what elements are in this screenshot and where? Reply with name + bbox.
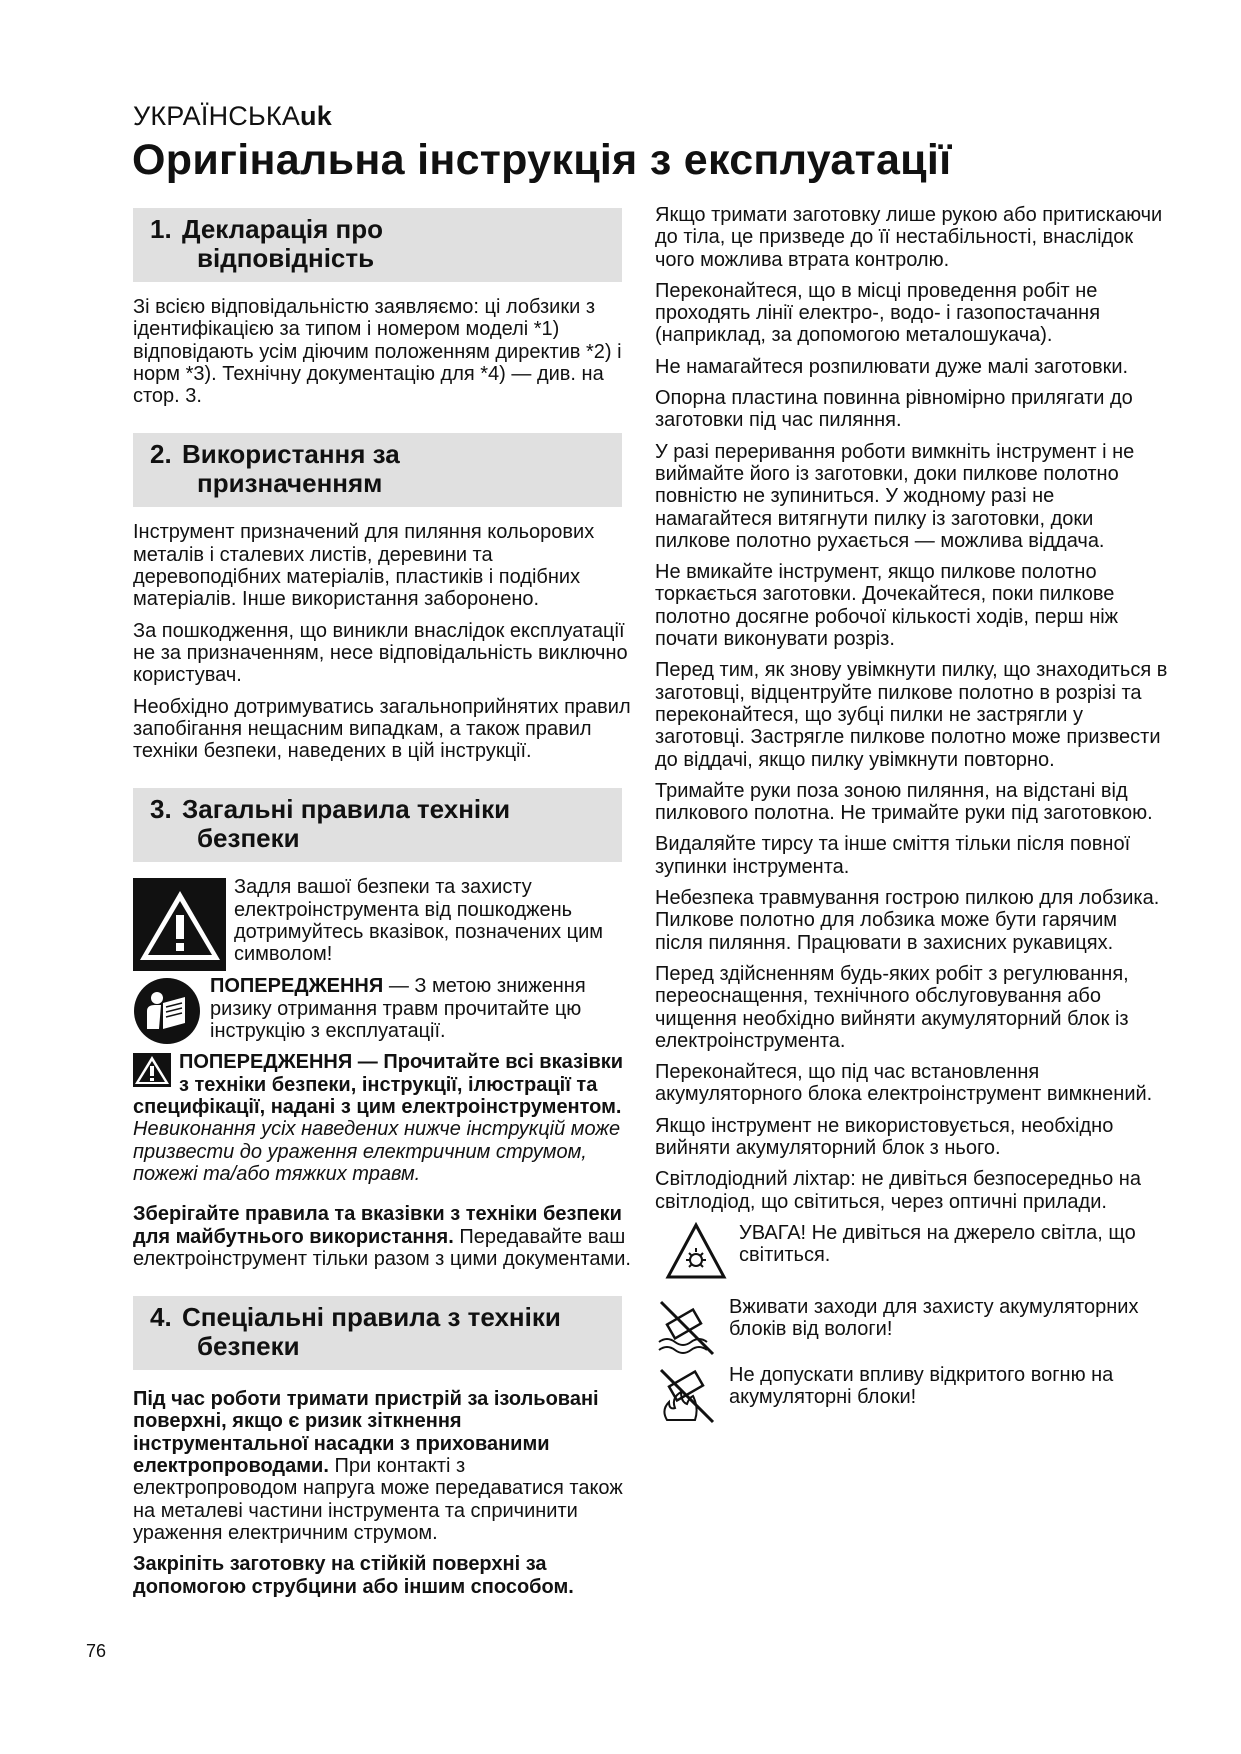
check-utility-lines-text: Переконайтеся, що в місці проведення робіт не проходять лінії електро-, водо- і газопостачання (наприклад, за допомогою металошукача).: [655, 279, 1101, 347]
blade-contact-text: Не вмикайте інструмент, якщо пилкове полотно торкається заготовки. Дочекайтеся, поки пилкове полотно досягне робочої кількості ходів, перш ніж почати виконувати розріз.: [655, 561, 1119, 651]
moisture-warning-row: [655, 1296, 1170, 1358]
right-column: [655, 204, 1170, 1432]
no-moisture-icon: [655, 1296, 717, 1358]
page-title: Оригінальна інструкція з експлуатації: [132, 136, 952, 184]
remove-battery-text: Перед здійсненням будь-яких робіт з регулювання, переоснащення, технічного обслуговування або чищення необхідно вийняти акумуляторний блок із електроінструмента.: [655, 962, 1129, 1052]
hot-blade-text: Небезпека травмування гострою пилкою для лобзика. Пилкове полотно для лобзика може бути гарячим після пиляння. Працювати в захисних рукавицях.: [655, 887, 1160, 954]
insulated-surfaces-text: Під час роботи тримати пристрій за ізольовані поверхні, якщо є ризик зіткнення інструментальної насадки з прихованими електропроводами. При контакті з електропроводом напруга може передаватися також на металеві частини інструмента та спричинити ураження електричним струмом.: [133, 1388, 623, 1544]
no-fire-icon: [655, 1364, 717, 1426]
language-label: УКРАЇНСЬКАuk: [133, 101, 332, 131]
section-3-heading: 3. Загальні правила техніки безпеки: [133, 788, 622, 862]
read-manual-icon: [133, 977, 201, 1045]
declaration-text: Зі всією відповідальністю заявляємо: ці лобзики з ідентифікацією за типом і номером моделі *1) відповідають усім діючим положенням директив *2) і норм *3). Технічну документацію для *4) — див. на стор. 3.: [133, 296, 622, 408]
warning-triangle-icon: [133, 878, 226, 971]
restart-in-workpiece-text: Перед тим, як знову увімкнути пилку, що знаходиться в заготовці, відцентруйте пилкове полотно в розрізі та переконайтеся, що зубці пилки не застрягли у заготовці. Застрягле пилкове полотно може призвести до віддачі, якщо пилку увімкнути повторно.: [655, 659, 1168, 771]
page-number: 76: [86, 1641, 107, 1661]
section-4-heading: 4. Спеціальні правила з техніки безпеки: [133, 1296, 622, 1370]
clamp-workpiece-text: Закріпіть заготовку на стійкій поверхні за допомогою струбцини або іншим способом.: [133, 1553, 574, 1598]
safety-symbol-text: Задля вашої безпеки та захисту електроінструмента від пошкоджень дотримуйтесь вказівок, позначених цим символом!: [234, 876, 604, 966]
intended-use-text: Інструмент призначений для пиляння кольорових металів і сталевих листів, деревини та деревоподібних матеріалів, пластиків і подібних матеріалів. Інше використання заборонено.: [133, 521, 595, 611]
fire-warning-text: Не допускати впливу відкритого вогню на акумуляторні блоки!: [729, 1363, 1114, 1409]
liability-text: За пошкодження, що виникли внаслідок експлуатації не за призначенням, несе відповідальність виключно користувач.: [133, 619, 628, 687]
small-workpieces-text: Не намагайтеся розпилювати дуже малі заготовки.: [655, 355, 1129, 378]
not-in-use-text: Якщо інструмент не використовується, необхідно вийняти акумуляторний блок з нього.: [655, 1114, 1114, 1159]
read-manual-note: [133, 975, 633, 1045]
section-1-heading: 1. Декларація про відповідність: [133, 208, 622, 282]
warning-small-icon: [133, 1053, 171, 1087]
safety-symbol-note: [133, 876, 633, 971]
moisture-warning-text: Вживати заходи для захисту акумуляторних блоків від вологи!: [729, 1295, 1139, 1341]
switched-off-text: Переконайтеся, що під час встановлення акумуляторного блока електроінструмент вимкнений.: [655, 1061, 1153, 1106]
light-warning-text: УВАГА! Не дивіться на джерело світла, що світиться.: [739, 1221, 1136, 1267]
read-manual-text: ПОПЕРЕДЖЕННЯ — З метою зниження ризику отримання травм прочитайте цю інструкцію з експлуатації.: [210, 975, 586, 1043]
hold-workpiece-text: Якщо тримати заготовку лише рукою або притискаючи до тіла, це призведе до її нестабільності, внаслідок чого можлива втрата контролю.: [655, 204, 1163, 271]
light-warning-icon: [665, 1222, 727, 1284]
left-column: [133, 208, 633, 1607]
interruption-text: У разі переривання роботи вимкніть інструмент і не виймайте його із заготовки, доки пилкове полотно повністю не зупиниться. У жодному разі не намагайтеся витягнути пилку із заготовки, доки пилкове полотно рухається — можлива віддача.: [655, 440, 1135, 552]
warning-read-all: ПОПЕРЕДЖЕННЯ — Прочитайте всі вказівки з техніки безпеки, інструкції, ілюстрації та специфікації, надані з цим електроінструментом. Невиконання усіх наведених нижче інструкцій може призвести до ураження електричним струмом, пожежі та/або тяжких травм.: [133, 1051, 624, 1185]
light-warning-row: [665, 1222, 1170, 1284]
keep-instructions-text: Зберігайте правила та вказівки з техніки безпеки для майбутнього використання. Передавайте ваш електроінструмент тільки разом з цими документами.: [133, 1203, 631, 1270]
base-plate-text: Опорна пластина повинна рівномірно прилягати до заготовки під час пиляння.: [655, 387, 1133, 432]
accident-rules-text: Необхідно дотримуватись загальноприйнятих правил запобігання нещасним випадкам, а також правил техніки безпеки, наведених в цій інструкції.: [133, 695, 631, 763]
section-2-heading: 2. Використання за призначенням: [133, 433, 622, 507]
remove-chips-text: Видаляйте тирсу та інше сміття тільки після повної зупинки інструмента.: [655, 833, 1131, 878]
hands-away-text: Тримайте руки поза зоною пиляння, на відстані від пилкового полотна. Не тримайте руки під заготовкою.: [655, 779, 1153, 825]
fire-warning-row: [655, 1364, 1170, 1426]
led-light-text: Світлодіодний ліхтар: не дивіться безпосередньо на світлодіод, що світиться, через оптичні прилади.: [655, 1168, 1141, 1213]
